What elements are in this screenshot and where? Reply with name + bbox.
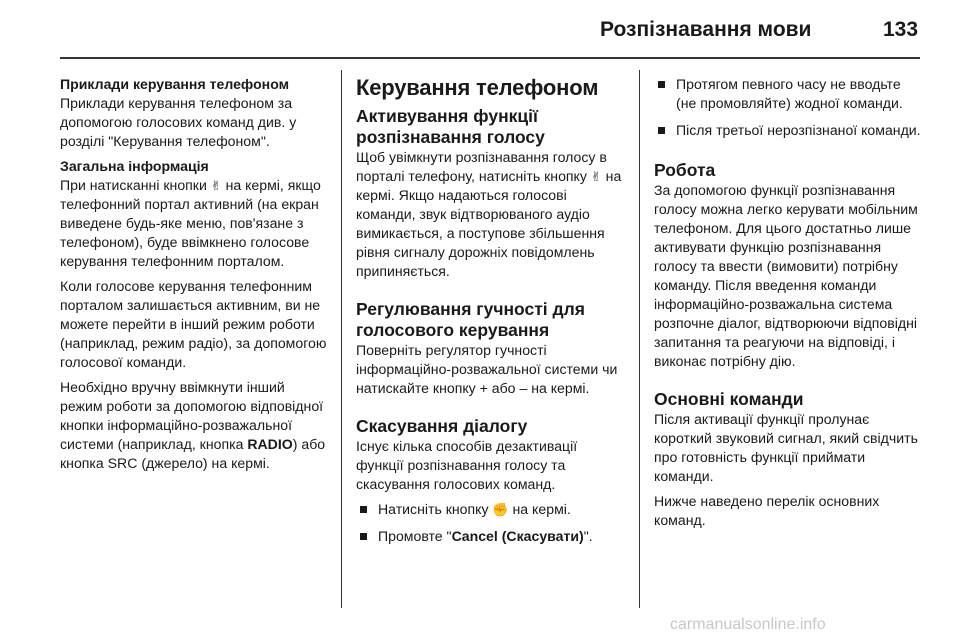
voice-button-icon: ✌ [590,169,602,184]
column-divider-1 [341,70,342,608]
column-2 [356,75,628,554]
section-heading-operation: Робота [654,160,716,180]
column-1 [60,75,328,479]
column-divider-2 [639,70,640,608]
paragraph: Нижче наведено перелік основних команд. [654,493,880,528]
voice-button-icon: ✌ [210,178,222,193]
section-heading-cancel-dialog: Скасування діалогу [356,416,528,436]
list-item: Натисніть кнопку ✊ на кермі. [356,500,628,519]
bullet-square-icon [658,127,665,134]
bullet-square-icon [360,533,367,540]
bullet-square-icon [658,81,665,88]
list-item: Протягом певного часу не вводьте (не промовляйте) жодної команди. [654,75,924,113]
paragraph: При натисканні кнопки ✌ на кермі, якщо телефонний портал активний (на екран виведене будь-яке меню, пов'язане з телефоном), буде ввімкнено голосове керування телефонним порталом. [60,177,321,269]
paragraph: Коли голосове керування телефонним порталом залишається активним, ви не можете перейти в інший режим роботи (наприклад, режим радіо), за допомогою голосової команди. [60,278,327,370]
watermark: carmanualsonline.info [670,616,826,633]
section-heading-basic-commands: Основні команди [654,389,804,409]
page-number: 133 [883,18,919,41]
section-heading-volume: Регулювання гучності для голосового керування [356,299,585,340]
paragraph: Після активації функції пролунає короткий звуковий сигнал, який свідчить про готовність функції приймати команди. [654,411,918,484]
section-heading-activation: Активування функції розпізнавання голосу [356,106,545,147]
bullet-square-icon [360,506,367,513]
paragraph: Щоб увімкнути розпізнавання голосу в порталі телефону, натисніть кнопку ✌ на кермі. Якщо надаються голосові команди, звук відтворюваного аудіо вимикається, а поступове збільшення рівня сигналу дорожніх повідомлень припиняється. [356,149,622,279]
header-rule [60,57,920,59]
list-item: Після третьої нерозпізнаної команди. [654,121,924,140]
list-item: Промовте "Cancel (Скасувати)". [356,527,628,546]
paragraph: Існує кілька способів дезактивації функції розпізнавання голосу та скасування голосових команд. [356,438,578,492]
paragraph: Поверніть регулятор гучності інформаційно-розважальної системи чи натискайте кнопку + або – на кермі. [356,342,618,396]
paragraph: Необхідно вручну ввімкнути інший режим роботи за допомогою відповідної кнопки інформаційно-розважальної системи (наприклад, кнопка RADIO) або кнопка SRC (джерело) на кермі. [60,379,326,471]
page-title: Розпізнавання мови [600,18,812,41]
column-3 [654,75,924,536]
paragraph: За допомогою функції розпізнавання голосу можна легко керувати мобільним телефоном. Для цього достатньо лише активувати функцію розпізнавання голосу та ввести (вимовити) потрібну команду. Після введення команди інформаційно-розважальна система розпочне діалог, відтворюючи відповідні запитання та реагуючи на відповіді, і виконає потрібну дію. [654,182,918,369]
bullet-list [356,500,628,546]
hangup-button-icon: ✊ [492,502,509,517]
bullet-list [654,75,924,140]
section-heading-general-info: Загальна інформація [60,158,209,174]
paragraph: Приклади керування телефоном за допомогою голосових команд див. у розділі "Керування телефоном". [60,95,297,149]
section-heading-phone-examples: Приклади керування телефоном [60,76,290,92]
chapter-heading-phone-control: Керування телефоном [356,75,599,100]
